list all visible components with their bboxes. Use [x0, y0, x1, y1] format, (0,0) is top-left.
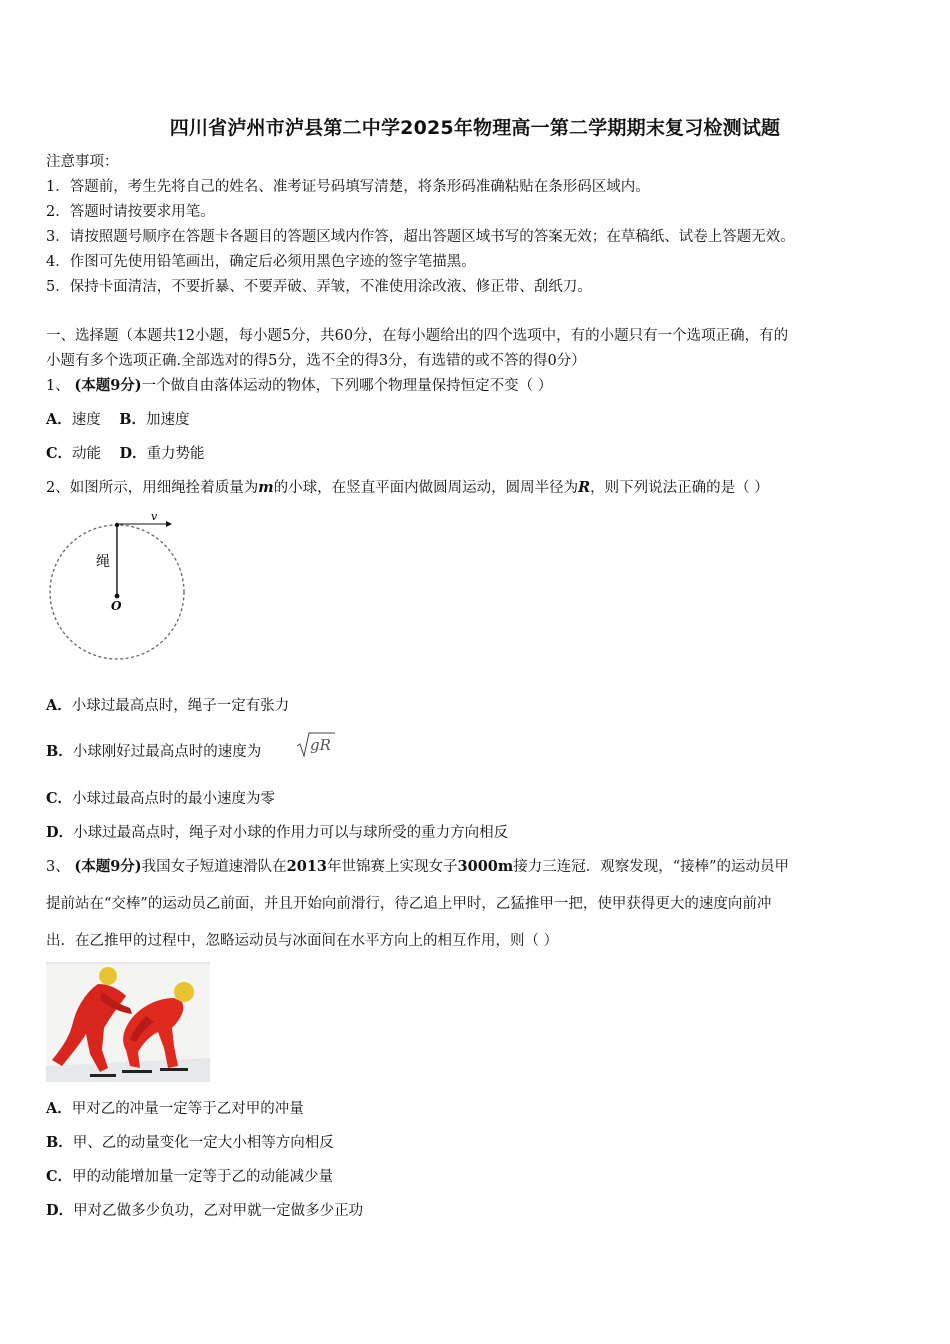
notice-item-3: 3．请按照题号顺序在答题卡各题目的答题区域内作答，超出答题区域书写的答案无效；在草稿纸、试卷上答题无效。: [46, 229, 795, 245]
question-3-text-c: 接力三连冠．观察发现，“接棒”的运动员甲: [513, 859, 790, 875]
option-d-label: D．: [46, 824, 74, 841]
question-3-option-d: [46, 1201, 363, 1221]
question-2-option-d: [46, 823, 508, 843]
question-3-text-a: 我国女子短道速滑队在: [141, 859, 287, 875]
variable-m: m: [258, 479, 274, 496]
question-1-number: 1、: [46, 378, 70, 394]
question-2-option-b: [46, 742, 261, 762]
question-3-distance: 3000m: [457, 858, 514, 875]
question-1-text: 一个做自由落体运动的物体，下列哪个物理量保持恒定不变（ ）: [141, 378, 553, 394]
helmet-skater-2: [174, 982, 194, 1002]
option-b-label: B．: [46, 1134, 73, 1151]
question-1-options-ab: [46, 410, 189, 430]
option-a-text: 速度: [71, 412, 101, 428]
option-d-text: 重力势能: [146, 446, 205, 462]
rope-label: 绳: [96, 554, 110, 570]
option-c-text: 动能: [72, 446, 102, 462]
ball-dot: [115, 523, 119, 527]
option-a-label: A．: [46, 697, 72, 714]
variable-r: R: [578, 479, 591, 496]
question-2-option-a: [46, 696, 289, 716]
blade-2: [160, 1068, 188, 1071]
option-a-text: 小球过最高点时，绳子一定有张力: [71, 698, 290, 714]
option-d-label: D．: [119, 445, 147, 462]
blade-1: [122, 1070, 152, 1073]
sqrt-content: gR: [310, 736, 331, 754]
option-a-label: A．: [46, 1100, 72, 1117]
question-3-tag: (本题9分): [74, 858, 142, 875]
option-c-text: 甲的动能增加量一定等于乙的动能减少量: [72, 1169, 334, 1185]
option-d-label: D．: [46, 1202, 74, 1219]
question-3-line-1: [46, 857, 789, 877]
page-title: 四川省泸州市泸县第二中学2025年物理高一第二学期期末复习检测试题: [169, 117, 781, 139]
question-1-stem: [46, 376, 552, 396]
option-a-label: A．: [46, 411, 72, 428]
option-b-label: B．: [46, 743, 73, 760]
question-3-option-a: [46, 1099, 304, 1119]
option-b-label: B．: [119, 411, 146, 428]
velocity-arrowhead: [166, 521, 172, 527]
question-3-number: 3、: [46, 859, 70, 875]
question-2-text-c: ，则下列说法正确的是（ ）: [590, 480, 769, 496]
section-heading-line-2: 小题有多个选项正确.全部选对的得5分，选不全的得3分，有选错的或不答的得0分）: [46, 353, 586, 369]
question-2-option-c: [46, 789, 275, 809]
helmet-skater-1: [99, 967, 117, 985]
option-b-text: 甲、乙的动量变化一定大小相等方向相反: [72, 1135, 334, 1151]
question-3-line-2: 提前站在“交棒”的运动员乙前面，并且开始向前滑行，待乙追上甲时，乙猛推甲一把，使甲获得更大的速度向前冲: [46, 896, 772, 912]
option-c-text: 小球过最高点时的最小速度为零: [72, 791, 276, 807]
center-label: O: [111, 599, 122, 613]
question-2-stem: [46, 478, 769, 498]
sqrt-gr-formula: [296, 731, 336, 759]
question-1-tag: (本题9分): [74, 377, 142, 394]
notice-item-5: 5．保持卡面清洁，不要折暴、不要弄破、弄皱，不准使用涂改液、修正带、刮纸刀。: [46, 279, 592, 295]
question-3-option-c: [46, 1167, 333, 1187]
option-c-label: C．: [46, 790, 73, 807]
option-c-label: C．: [46, 445, 73, 462]
question-3-year: 2013: [286, 858, 328, 875]
section-heading-line-1: 一、选择题（本题共12小题，每小题5分，共60分，在每小题给出的四个选项中，有的小题只有一个选项正确，有的: [46, 328, 789, 344]
velocity-label: v: [151, 510, 158, 523]
option-a-text: 甲对乙的冲量一定等于乙对甲的冲量: [71, 1101, 304, 1117]
option-c-label: C．: [46, 1168, 73, 1185]
center-dot: [115, 594, 120, 599]
option-b-text: 小球刚好过最高点时的速度为: [72, 744, 262, 760]
option-d-text: 甲对乙做多少负功，乙对甲就一定做多少正功: [73, 1203, 364, 1219]
notice-item-2: 2．答题时请按要求用笔。: [46, 204, 215, 220]
question-3-text-b: 年世锦赛上实现女子: [327, 859, 458, 875]
question-1-options-cd: [46, 444, 205, 464]
notice-heading: 注意事项：: [46, 154, 119, 170]
question-3-option-b: [46, 1133, 334, 1153]
blade-3: [90, 1074, 116, 1077]
speed-skating-photo: [46, 962, 210, 1082]
option-d-text: 小球过最高点时，绳子对小球的作用力可以与球所受的重力方向相反: [73, 825, 509, 841]
notice-item-4: 4．作图可先使用铅笔画出，确定后必须用黑色字迹的签字笔描黑。: [46, 254, 476, 270]
question-2-text-b: 的小球，在竖直平面内做圆周运动，圆周半径为: [273, 480, 579, 496]
notice-item-1: 1．答题前，考生先将自己的姓名、准考证号码填写清楚，将条形码准确粘贴在条形码区域内。: [46, 179, 650, 195]
question-2-text-a: 2、如图所示，用细绳拴着质量为: [46, 480, 259, 496]
circular-motion-diagram: [44, 510, 194, 670]
question-3-line-3: 出．在乙推甲的过程中，忽略运动员与冰面间在水平方向上的相互作用，则（ ）: [46, 933, 559, 949]
option-b-text: 加速度: [145, 412, 190, 428]
